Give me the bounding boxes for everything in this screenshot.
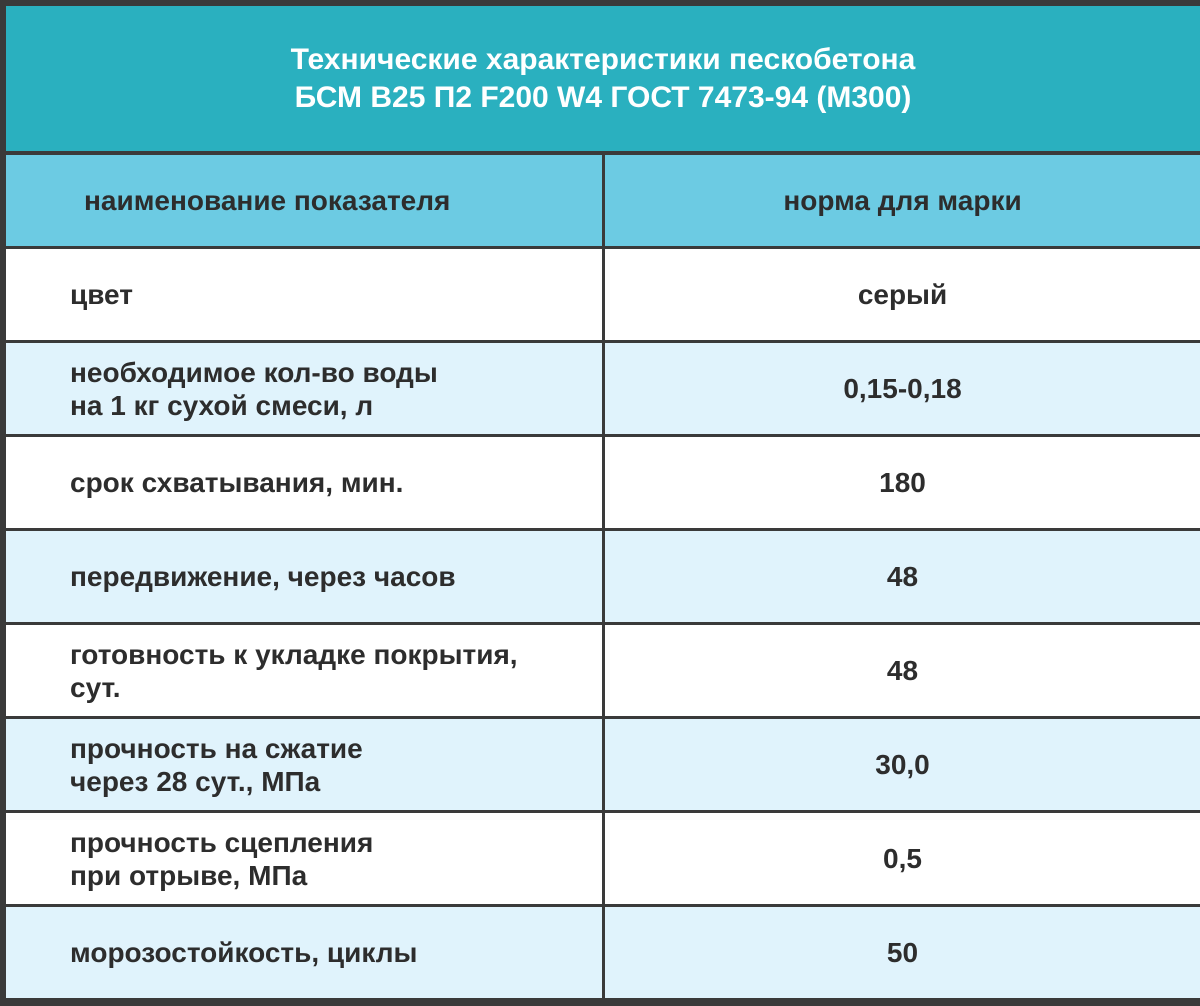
row-name-line: морозостойкость, циклы <box>70 937 418 968</box>
row-name-line-2: при отрыве, МПа <box>70 859 308 891</box>
row-name-cell <box>6 907 602 998</box>
row-name-line: прочность сцепления <box>70 826 374 858</box>
row-value-cell <box>605 625 1200 716</box>
row-value-cell <box>605 249 1200 340</box>
row-name-line: готовность к укладке покрытия, <box>70 638 518 670</box>
table-title <box>6 6 1200 151</box>
row-name-line: срок схватывания, мин. <box>70 467 404 498</box>
header-name-cell <box>6 155 602 246</box>
row-value: 180 <box>879 467 926 498</box>
table-row-setting-time <box>6 437 1200 528</box>
row-value-cell <box>605 813 1200 904</box>
header-value-cell <box>605 155 1200 246</box>
row-value: 0,15-0,18 <box>843 373 962 404</box>
table-row-covering-readiness <box>6 625 1200 716</box>
spec-table <box>6 155 1200 1001</box>
table-header-row <box>6 155 1200 246</box>
row-value-cell <box>605 531 1200 622</box>
row-value-cell <box>605 343 1200 434</box>
row-value: 50 <box>886 937 919 968</box>
header-value-label: норма для марки <box>783 185 1022 216</box>
row-name-cell <box>6 437 602 528</box>
row-value: 0,5 <box>883 843 922 874</box>
row-name-line: необходимое кол-во воды <box>70 356 438 388</box>
row-name-cell <box>6 625 602 716</box>
row-value: 48 <box>886 655 919 686</box>
table-row-color <box>6 249 1200 340</box>
row-name-cell <box>6 531 602 622</box>
row-name-line: прочность на сжатие <box>70 732 363 764</box>
table-row-walkable <box>6 531 1200 622</box>
row-name-line-2: через 28 сут., МПа <box>70 765 321 797</box>
table-row-frost-resistance <box>6 907 1200 998</box>
row-name-line-2: на 1 кг сухой смеси, л <box>70 389 374 421</box>
header-name-label: наименование показателя <box>84 185 451 216</box>
row-name-line: передвижение, через часов <box>70 561 456 592</box>
title-line-2: БСМ В25 П2 F200 W4 ГОСТ 7473-94 (М300) <box>294 80 912 114</box>
row-value: 30,0 <box>875 749 930 780</box>
row-value-cell <box>605 437 1200 528</box>
table-row-water <box>6 343 1200 434</box>
row-value-cell <box>605 719 1200 810</box>
row-name-cell <box>6 813 602 904</box>
row-value-cell <box>605 907 1200 998</box>
row-name-cell <box>6 343 602 434</box>
title-line-1: Технические характеристики пескобетона <box>290 42 916 76</box>
row-name-line-2: сут. <box>70 671 121 703</box>
row-value: серый <box>857 279 948 310</box>
row-name-line: цвет <box>70 279 133 310</box>
row-value: 48 <box>886 561 919 592</box>
table-row-adhesion-strength <box>6 813 1200 904</box>
table-row-compressive-strength <box>6 719 1200 810</box>
row-name-cell <box>6 249 602 340</box>
row-name-cell <box>6 719 602 810</box>
